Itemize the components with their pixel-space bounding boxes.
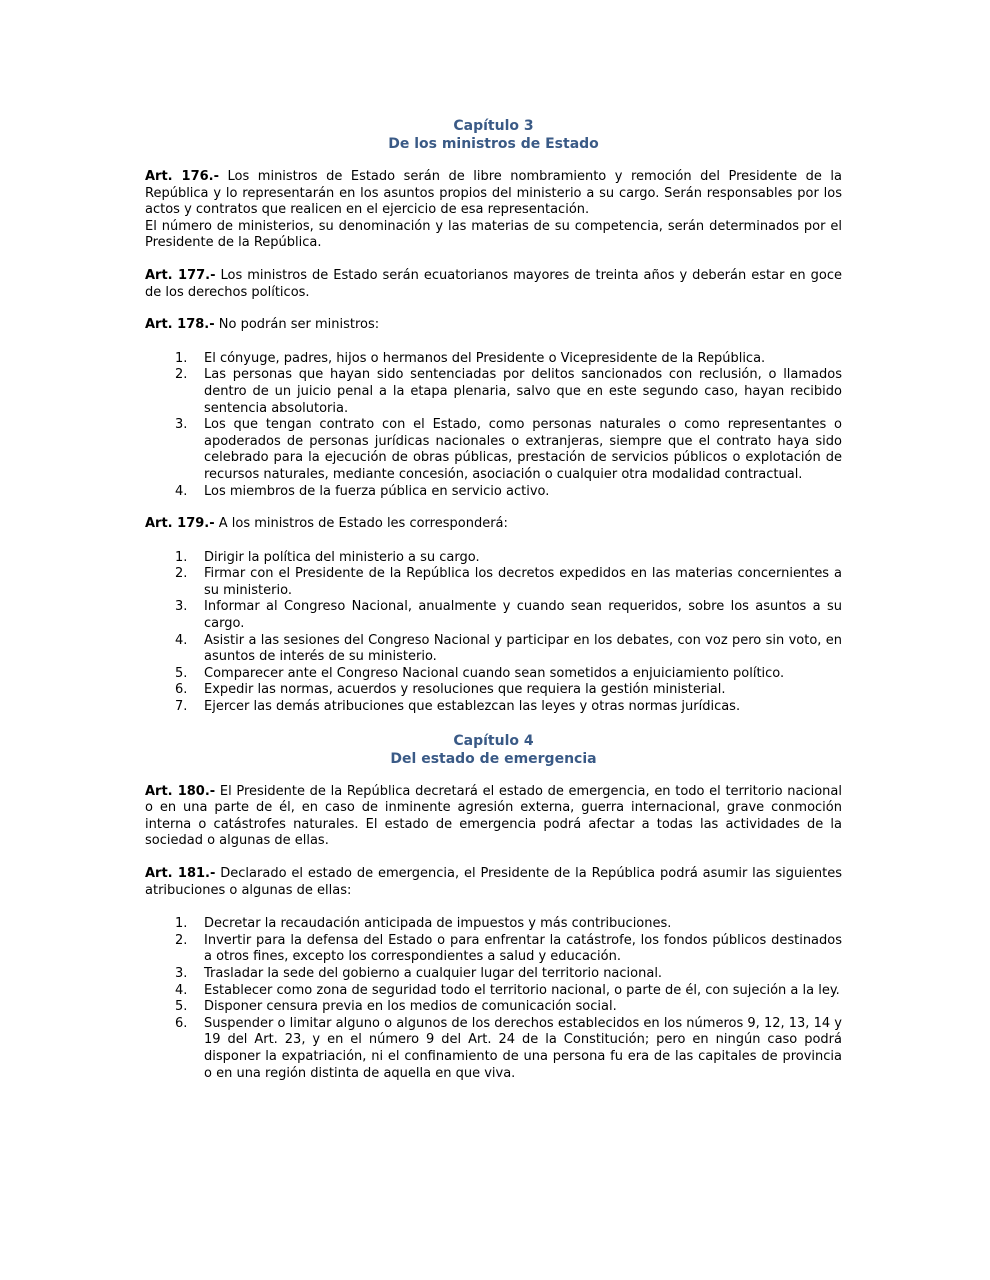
article-178 [145,317,842,334]
list-text: Expedir las normas, acuerdos y resoluciones que requiera la gestión ministerial. [204,682,726,698]
list-number: 1. [175,549,188,565]
list-text: Disponer censura previa en los medios de comunicación social. [204,999,617,1015]
article-text: Los ministros de Estado serán de libre nombramiento y remoción del Presidente de la República y lo representarán en los asuntos propios del ministerio a su cargo. Serán responsables por los actos y contratos que realicen en el ejercicio de esa representación. [145,169,842,218]
list-number: 5. [175,665,188,681]
list-number: 7. [175,699,188,715]
article-176 [145,169,842,252]
list-text: Invertir para la defensa del Estado o para enfrentar la catástrofe, los fondos públicos destinados a otros fines, excepto los correspondientes a salud y educación. [204,932,842,965]
list-number: 1. [175,916,188,932]
list-item [145,484,842,501]
list-number: 6. [175,1015,188,1031]
article-178-list [145,351,842,500]
article-label: Art. 180.- [145,783,216,799]
list-text: Trasladar la sede del gobierno a cualquier lugar del territorio nacional. [204,965,663,981]
list-number: 1. [175,350,188,366]
list-number: 2. [175,932,188,948]
article-180 [145,784,842,850]
list-number: 2. [175,367,188,383]
list-item [145,599,842,632]
article-177 [145,268,842,301]
article-text: El número de ministerios, su denominación y las materias de su competencia, serán determinados por el Presidente de la República. [145,218,842,251]
list-text: Ejercer las demás atribuciones que establezcan las leyes y otras normas jurídicas. [204,699,741,715]
list-text: Dirigir la política del ministerio a su cargo. [204,549,480,565]
list-number: 3. [175,599,188,615]
article-181-list [145,916,842,1082]
list-item [145,916,842,933]
list-item [145,633,842,666]
list-text: Las personas que hayan sido sentenciadas por delitos sancionados con reclusión, o llamados dentro de un juicio penal a la etapa plenaria, salvo que en este segundo caso, hayan recibido sentencia absolutoria. [204,367,842,416]
list-number: 4. [175,632,188,648]
list-item [145,999,842,1016]
list-text: Asistir a las sesiones del Congreso Nacional y participar en los debates, con voz pero sin voto, en asuntos de interés de su ministerio. [204,632,842,665]
chapter-number: Capítulo 3 [453,118,534,134]
list-item [145,966,842,983]
list-number: 5. [175,999,188,1015]
list-item [145,550,842,567]
article-label: Art. 177.- [145,267,216,283]
document-page [145,117,842,1082]
list-item [145,666,842,683]
list-text: Informar al Congreso Nacional, anualmente y cuando sean requeridos, sobre los asuntos a su cargo. [204,599,842,632]
chapter-3-heading [145,117,842,153]
chapter-title: Del estado de emergencia [390,750,597,767]
article-179 [145,516,842,533]
article-label: Art. 178.- [145,317,215,333]
article-label: Art. 179.- [145,516,215,532]
list-text: Decretar la recaudación anticipada de impuestos y más contribuciones. [204,916,672,932]
chapter-4-heading [145,732,842,768]
chapter-title: De los ministros de Estado [388,136,599,152]
list-text: Los que tengan contrato con el Estado, como personas naturales o como representantes o apoderados de personas jurídicas nacionales o extranjeras, siempre que el contrato haya sido celebrado para la ejecución de obras públicas, prestación de servicios públicos o explotación de recursos naturales, mediante concesión, asociación o cualquier otra modalidad contractual. [204,417,842,482]
list-number: 3. [175,417,188,433]
list-item [145,351,842,368]
list-text: Suspender o limitar alguno o algunos de los derechos establecidos en los números 9, 12, 13, 14 y 19 del Art. 23, y en el número 9 del Art. 24 de la Constitución; pero en ningún caso podrá disponer la expatriación, ni el confinamiento de una persona fu era de las capitales de provincia o en una región distinta de aquella en que viva. [204,1015,842,1081]
article-181 [145,866,842,899]
list-number: 4. [175,982,188,998]
article-179-list [145,550,842,716]
list-item [145,566,842,599]
list-text: Establecer como zona de seguridad todo el territorio nacional, o parte de él, con sujeción a la ley. [204,982,840,998]
list-number: 4. [175,483,188,499]
article-text: El Presidente de la República decretará el estado de emergencia, en todo el territorio nacional o en una parte de él, en caso de inminente agresión externa, guerra internacional, grave conmoción interna o catástrofes naturales. El estado de emergencia podrá afectar a todas las actividades de la sociedad o algunas de ellas. [145,783,842,849]
list-item [145,367,842,417]
list-text: Los miembros de la fuerza pública en servicio activo. [204,483,550,499]
article-text: A los ministros de Estado les corresponderá: [214,516,508,532]
chapter-number: Capítulo 4 [453,732,534,749]
list-item [145,699,842,716]
article-label: Art. 176.- [145,169,220,184]
list-item [145,682,842,699]
list-number: 3. [175,965,188,981]
article-label: Art. 181.- [145,866,216,881]
list-item [145,983,842,1000]
list-number: 6. [175,682,188,698]
list-item [145,933,842,966]
list-text: Firmar con el Presidente de la República los decretos expedidos en las materias concernientes a su ministerio. [204,566,842,598]
article-text: No podrán ser ministros: [214,317,380,333]
list-item [145,1016,842,1082]
list-number: 2. [175,566,188,582]
article-text: Los ministros de Estado serán ecuatorianos mayores de treinta años y deberán estar en goce de los derechos políticos. [145,267,843,300]
article-text: Declarado el estado de emergencia, el Presidente de la República podrá asumir las siguientes atribuciones o algunas de ellas: [145,866,843,898]
list-text: El cónyuge, padres, hijos o hermanos del Presidente o Vicepresidente de la República. [204,350,766,366]
list-text: Comparecer ante el Congreso Nacional cuando sean sometidos a enjuiciamiento político. [204,665,785,681]
list-item [145,417,842,483]
